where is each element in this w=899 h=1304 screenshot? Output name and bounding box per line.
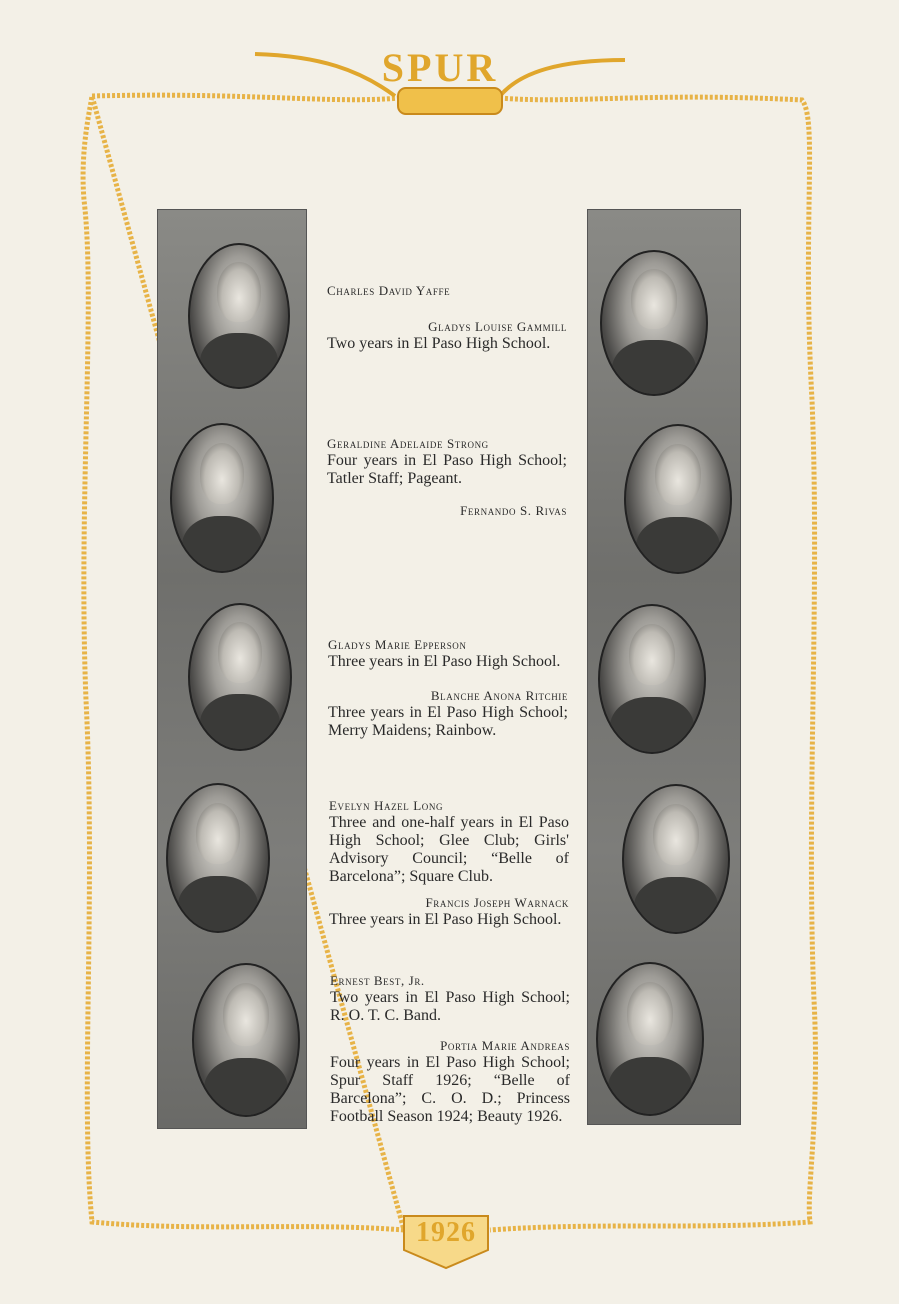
student-description: Four years in El Paso High School; Tatler Staff; Pageant. <box>327 452 567 487</box>
portrait-photo <box>598 604 706 754</box>
student-entry <box>328 688 568 740</box>
student-name: Blanche Anona Ritchie <box>430 688 568 703</box>
student-entry <box>330 1038 570 1126</box>
student-entry <box>330 973 570 1025</box>
student-name: Charles David Yaffe <box>327 283 451 298</box>
portrait-photo <box>188 603 292 751</box>
student-description: Three years in El Paso High School. <box>329 911 562 928</box>
portrait-photo <box>600 250 708 396</box>
student-description: Three years in El Paso High School; Merry Maidens; Rainbow. <box>328 704 568 739</box>
student-description: Two years in El Paso High School; R. O. T. C. Band. <box>330 989 570 1024</box>
student-name: Francis Joseph Warnack <box>425 895 569 910</box>
portrait-photo <box>596 962 704 1116</box>
photo-panel-right <box>587 209 741 1125</box>
student-description: Three years in El Paso High School. <box>328 653 561 670</box>
student-name: Gladys Louise Gammill <box>428 319 567 334</box>
portrait-photo <box>624 424 732 574</box>
portrait-photo <box>188 243 290 389</box>
student-entry <box>329 895 569 929</box>
student-name: Gladys Marie Epperson <box>328 637 467 652</box>
student-name: Portia Marie Andreas <box>440 1038 570 1053</box>
student-description: Two years in El Paso High School. <box>327 335 551 352</box>
student-name: Ernest Best, Jr. <box>330 973 425 988</box>
portrait-photo <box>170 423 274 573</box>
year-label: 1926 <box>416 1217 476 1248</box>
student-entry <box>329 798 569 886</box>
student-entry <box>327 283 567 299</box>
student-name: Fernando S. Rivas <box>460 503 567 518</box>
photo-panel-left <box>157 209 307 1129</box>
masthead-title: SPUR <box>381 45 499 90</box>
student-description: Three and one-half years in El Paso High School; Glee Club; Girls' Advisory Council; “Belle of Barcelona”; Square Club. <box>329 814 569 885</box>
student-name: Evelyn Hazel Long <box>329 798 444 813</box>
student-entry <box>328 637 568 671</box>
portrait-photo <box>622 784 730 934</box>
portrait-photo <box>192 963 300 1117</box>
student-entry <box>327 436 567 488</box>
steer-head-plate <box>398 88 502 114</box>
student-entry <box>327 319 567 353</box>
student-description: Four years in El Paso High School; Spur Staff 1926; “Belle of Barcelona”; C. O. D.; Princess Football Season 1924; Beauty 1926. <box>330 1054 570 1125</box>
portrait-photo <box>166 783 270 933</box>
student-entry <box>327 503 567 519</box>
student-name: Geraldine Adelaide Strong <box>327 436 489 451</box>
